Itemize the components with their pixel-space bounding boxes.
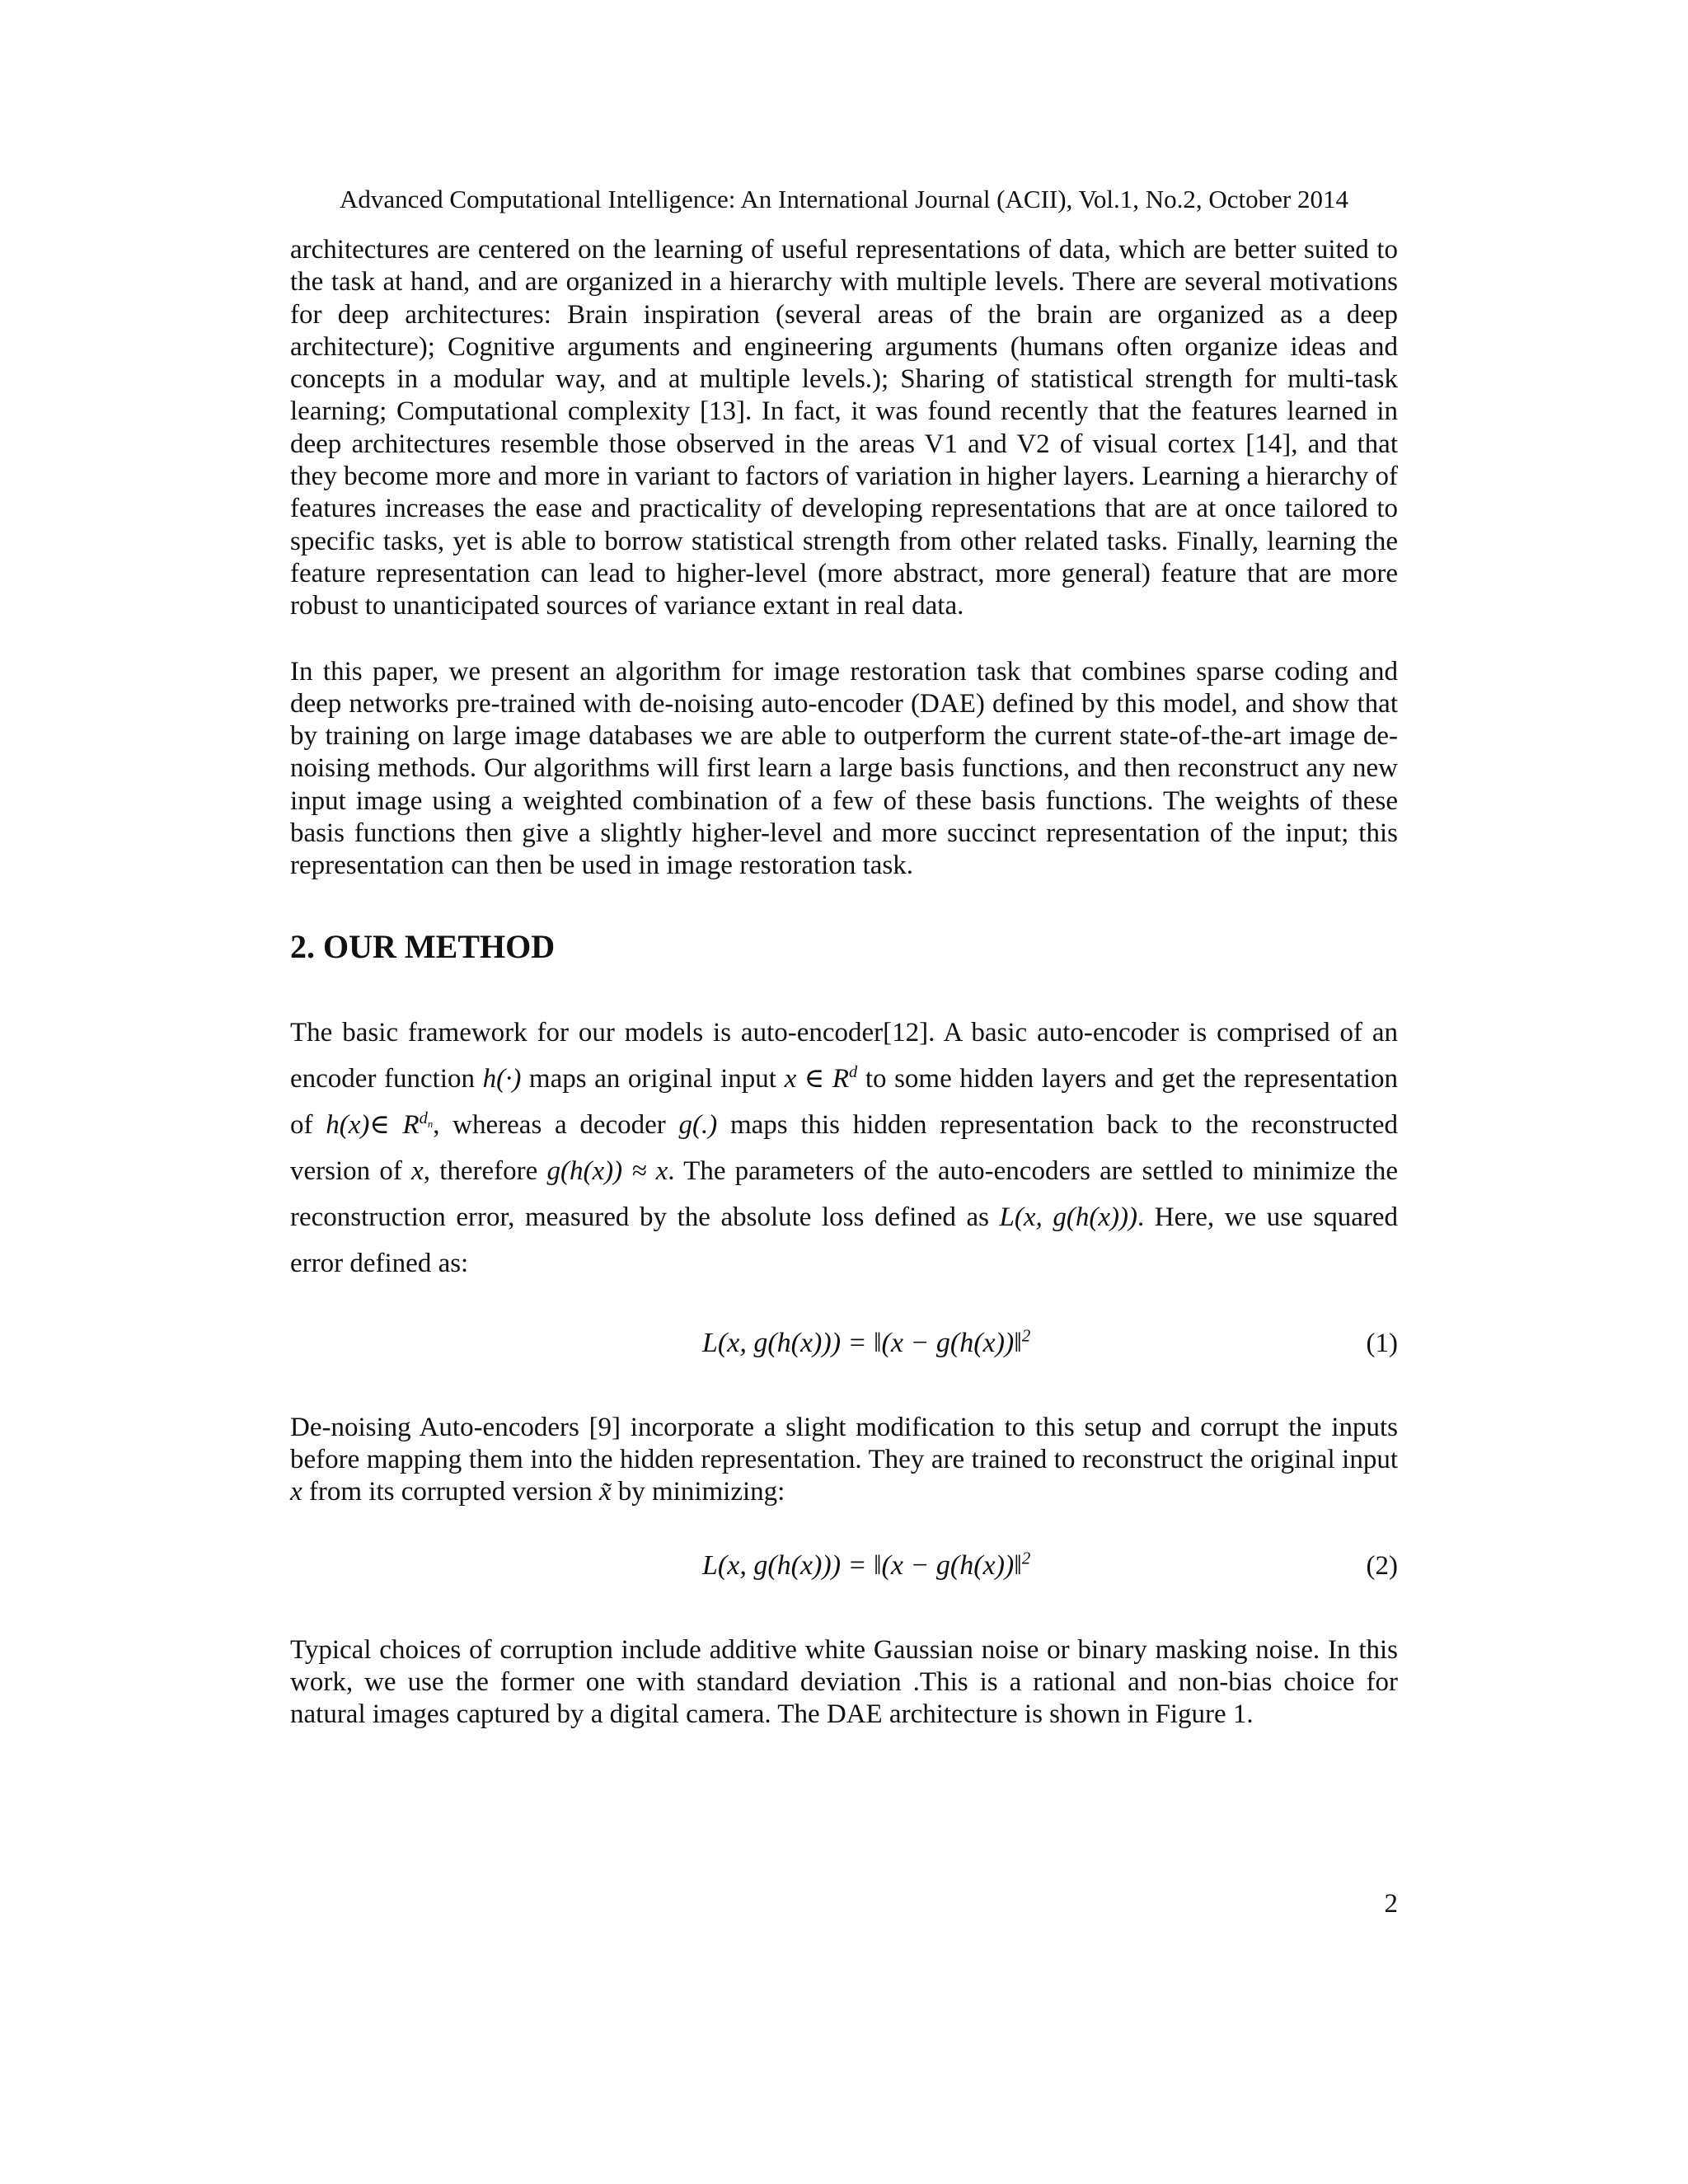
section-number: 2.	[290, 927, 315, 965]
math-dn-d: d	[419, 1108, 428, 1127]
math-decoder-function: g(.)	[678, 1109, 718, 1140]
section-title-initial-m: M	[404, 927, 436, 965]
method-text-6: , therefore	[423, 1155, 538, 1186]
math-hx-element-of: h(x)∈	[326, 1109, 403, 1140]
math-reconstruction-approx: g(h(x)) ≈ x	[546, 1155, 668, 1186]
math-x-in-rd	[785, 1064, 858, 1094]
method-text-1: The basic framework for our models is auto-encoder[12]. A basic auto-encoder is comprised of an encoder function	[290, 1017, 1398, 1094]
equation-2-power: 2	[1021, 1548, 1031, 1568]
method-text-7: . The parameters of the auto-encoders are settled to minimize the reconstruction error, measured by the absolute loss defined as	[290, 1155, 1399, 1232]
paragraph-deep-architectures: architectures are centered on the learning of useful representations of data, which are better suited to the task at hand, and are organized in a hierarchy with multiple levels. There are several motivations for deep architectures: Brain inspiration (several areas of the brain are organized as a deep architecture); Cognitive arguments and engineering arguments (humans often organize ideas and concepts in a modular way, and at multiple levels.); Sharing of statistical strength for multi-task learning; Computational complexity [13]. In fact, it was found recently that the features learned in deep architectures resemble those observed in the areas V1 and V2 of visual cortex [14], and that they become more and more in variant to factors of variation in higher layers. Learning a hierarchy of features increases the ease and practicality of developing representations that are at once tailored to specific tasks, yet is able to borrow statistical strength from other related tasks. Finally, learning the feature representation can lead to higher-level (more abstract, more general) feature that are more robust to unanticipated sources of variance extant in real data.	[290, 235, 1398, 621]
equation-1-body	[702, 1318, 1030, 1369]
equation-2-body	[702, 1540, 1030, 1591]
denoising-text-2: from its corrupted version	[308, 1477, 593, 1507]
equation-1	[290, 1318, 1398, 1369]
equation-2	[290, 1540, 1398, 1591]
section-title-ur: UR	[349, 927, 396, 965]
equation-1-power: 2	[1021, 1325, 1031, 1346]
math-dn-n: n	[427, 1118, 434, 1130]
math-R: R	[832, 1063, 849, 1094]
denoising-text-3: by minimizing:	[617, 1477, 785, 1507]
equation-2-rhs: ‖(x − g(h(x))‖	[873, 1549, 1022, 1581]
equation-1-lhs: L(x, g(h(x))) =	[702, 1327, 874, 1358]
page-body	[290, 234, 1398, 1731]
math-x: x	[411, 1155, 424, 1186]
paragraph-paper-overview: In this paper, we present an algorithm for image restoration task that combines sparse coding and deep networks pre-trained with de-noising auto-encoder (DAE) defined by this model, and show that by training on large image databases we are able to outperform the current state-of-the-art image de-noising methods. Our algorithms will first learn a large basis functions, and then reconstruct any new input image using a weighted combination of a few of these basis functions. The weights of these basis functions then give a slightly higher-level and more succinct representation of the input; this representation can then be used in image restoration task.	[290, 656, 1398, 881]
section-title-ethod: ETHOD	[435, 927, 556, 965]
equation-2-lhs: L(x, g(h(x))) =	[702, 1549, 874, 1581]
math-x: x	[784, 1063, 797, 1094]
method-text-3: to some hidden layers and get the representation of	[290, 1063, 1399, 1140]
math-element-of: ∈	[796, 1063, 832, 1094]
equation-1-rhs: ‖(x − g(h(x))‖	[873, 1327, 1022, 1358]
equation-1-number: (1)	[1366, 1328, 1398, 1358]
denoising-text-1: De-noising Auto-encoders [9] incorporate a slight modification to this setup and corrupt the inputs before mapping them into the hidden representation. They are trained to reconstruct the original input	[290, 1412, 1398, 1474]
method-text-2: maps an original input	[528, 1063, 776, 1094]
method-text-4: , whereas a decoder	[433, 1109, 666, 1140]
math-dn-superscript	[419, 1108, 434, 1130]
paragraph-corruption-choices: Typical choices of corruption include additive white Gaussian noise or binary masking noise. In this work, we use the former one with standard deviation .This is a rational and non-bias choice for natural images captured by a digital camera. The DAE architecture is shown in Figure 1.	[290, 1634, 1398, 1730]
math-hx-in-rdn	[326, 1110, 433, 1140]
section-title-initial-o: O	[323, 927, 349, 965]
math-d-superscript: d	[849, 1062, 858, 1081]
method-text-5: maps this hidden representation back to the reconstructed version of	[290, 1109, 1399, 1186]
section-heading-our-method	[290, 927, 1398, 967]
math-x: x	[290, 1477, 302, 1507]
method-text-8: . Here, we use squared error defined as:	[290, 1202, 1398, 1278]
math-loss-function: L(x, g(h(x)))	[999, 1202, 1137, 1232]
paragraph-denoising-auto-encoders	[290, 1412, 1398, 1509]
equation-2-number: (2)	[1366, 1550, 1398, 1581]
paragraph-auto-encoder-framework	[290, 1010, 1398, 1286]
page-number: 2	[1384, 1889, 1398, 1919]
math-x-tilde: x̃	[598, 1477, 612, 1507]
math-R: R	[402, 1109, 420, 1140]
running-header: Advanced Computational Intelligence: An International Journal (ACII), Vol.1, No.2, October 2014	[340, 185, 1348, 213]
math-encoder-function: h(·)	[482, 1063, 522, 1094]
